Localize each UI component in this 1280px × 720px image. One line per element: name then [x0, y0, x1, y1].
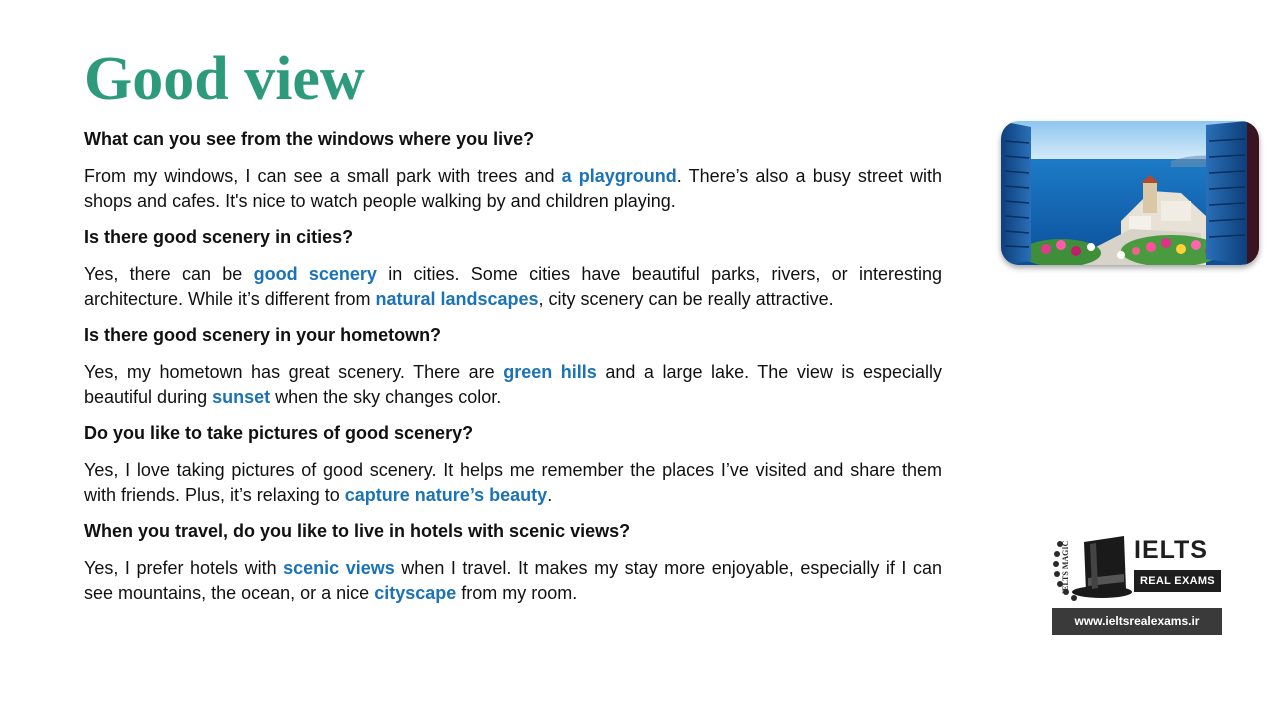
- answer-text: From my windows, I can see a small park with trees and: [84, 166, 562, 186]
- highlighted-phrase: cityscape: [374, 583, 457, 603]
- answer-4: [84, 458, 942, 508]
- question-4: Do you like to take pictures of good scenery?: [84, 423, 474, 443]
- answer-text: when the sky changes color.: [270, 387, 502, 407]
- logo-brand: IELTS: [1134, 536, 1208, 564]
- answer-3: [84, 360, 942, 410]
- answer-text: . There’s also a busy street with shops and cafes. It's nice to watch people walking by and children playing.: [84, 166, 942, 211]
- answer-2: [84, 262, 942, 312]
- answer-text: Yes, I love taking pictures of good scenery. It helps me remember the places I’ve visited and share them with friends. Plus, it’s relaxing to: [84, 460, 942, 505]
- answer-text: in cities. Some cities have beautiful parks, rivers, or interesting architecture. While it’s different from: [84, 264, 942, 309]
- answer-text: , city scenery can be really attractive.: [538, 289, 834, 309]
- page-title: Good view: [84, 45, 365, 113]
- answer-text: when I travel. It makes my stay more enjoyable, especially if I can see mountains, the ocean, or a nice: [84, 558, 942, 603]
- answer-1: [84, 164, 942, 214]
- question-3: Is there good scenery in your hometown?: [84, 325, 442, 345]
- highlighted-phrase: scenic views: [283, 558, 395, 578]
- seal-text: IELTS MAGIC: [1061, 540, 1070, 594]
- highlighted-phrase: sunset: [212, 387, 271, 407]
- question-2: Is there good scenery in cities?: [84, 227, 354, 247]
- highlighted-phrase: a playground: [561, 166, 677, 186]
- highlighted-phrase: natural landscapes: [375, 289, 539, 309]
- top-hat-seal-icon: [1050, 530, 1134, 606]
- highlighted-phrase: good scenery: [253, 264, 377, 284]
- logo-tagline: REAL EXAMS: [1134, 570, 1221, 592]
- answer-text: .: [547, 485, 553, 505]
- answer-text: from my room.: [456, 583, 578, 603]
- answer-text: Yes, my hometown has great scenery. There are: [84, 362, 504, 382]
- question-1: What can you see from the windows where you live?: [84, 129, 535, 149]
- highlighted-phrase: green hills: [503, 362, 597, 382]
- website-url[interactable]: www.ieltsrealexams.ir: [1052, 608, 1222, 635]
- answer-text: Yes, I prefer hotels with: [84, 558, 284, 578]
- qa-content: [84, 126, 942, 616]
- window-sea-view-image: [1001, 121, 1259, 265]
- answer-text: Yes, there can be: [84, 264, 254, 284]
- question-5: When you travel, do you like to live in hotels with scenic views?: [84, 521, 631, 541]
- answer-5: [84, 556, 942, 606]
- highlighted-phrase: capture nature’s beauty: [344, 485, 548, 505]
- answer-text: and a large lake. The view is especially beautiful during: [84, 362, 943, 407]
- ielts-real-exams-logo: [1050, 530, 1225, 640]
